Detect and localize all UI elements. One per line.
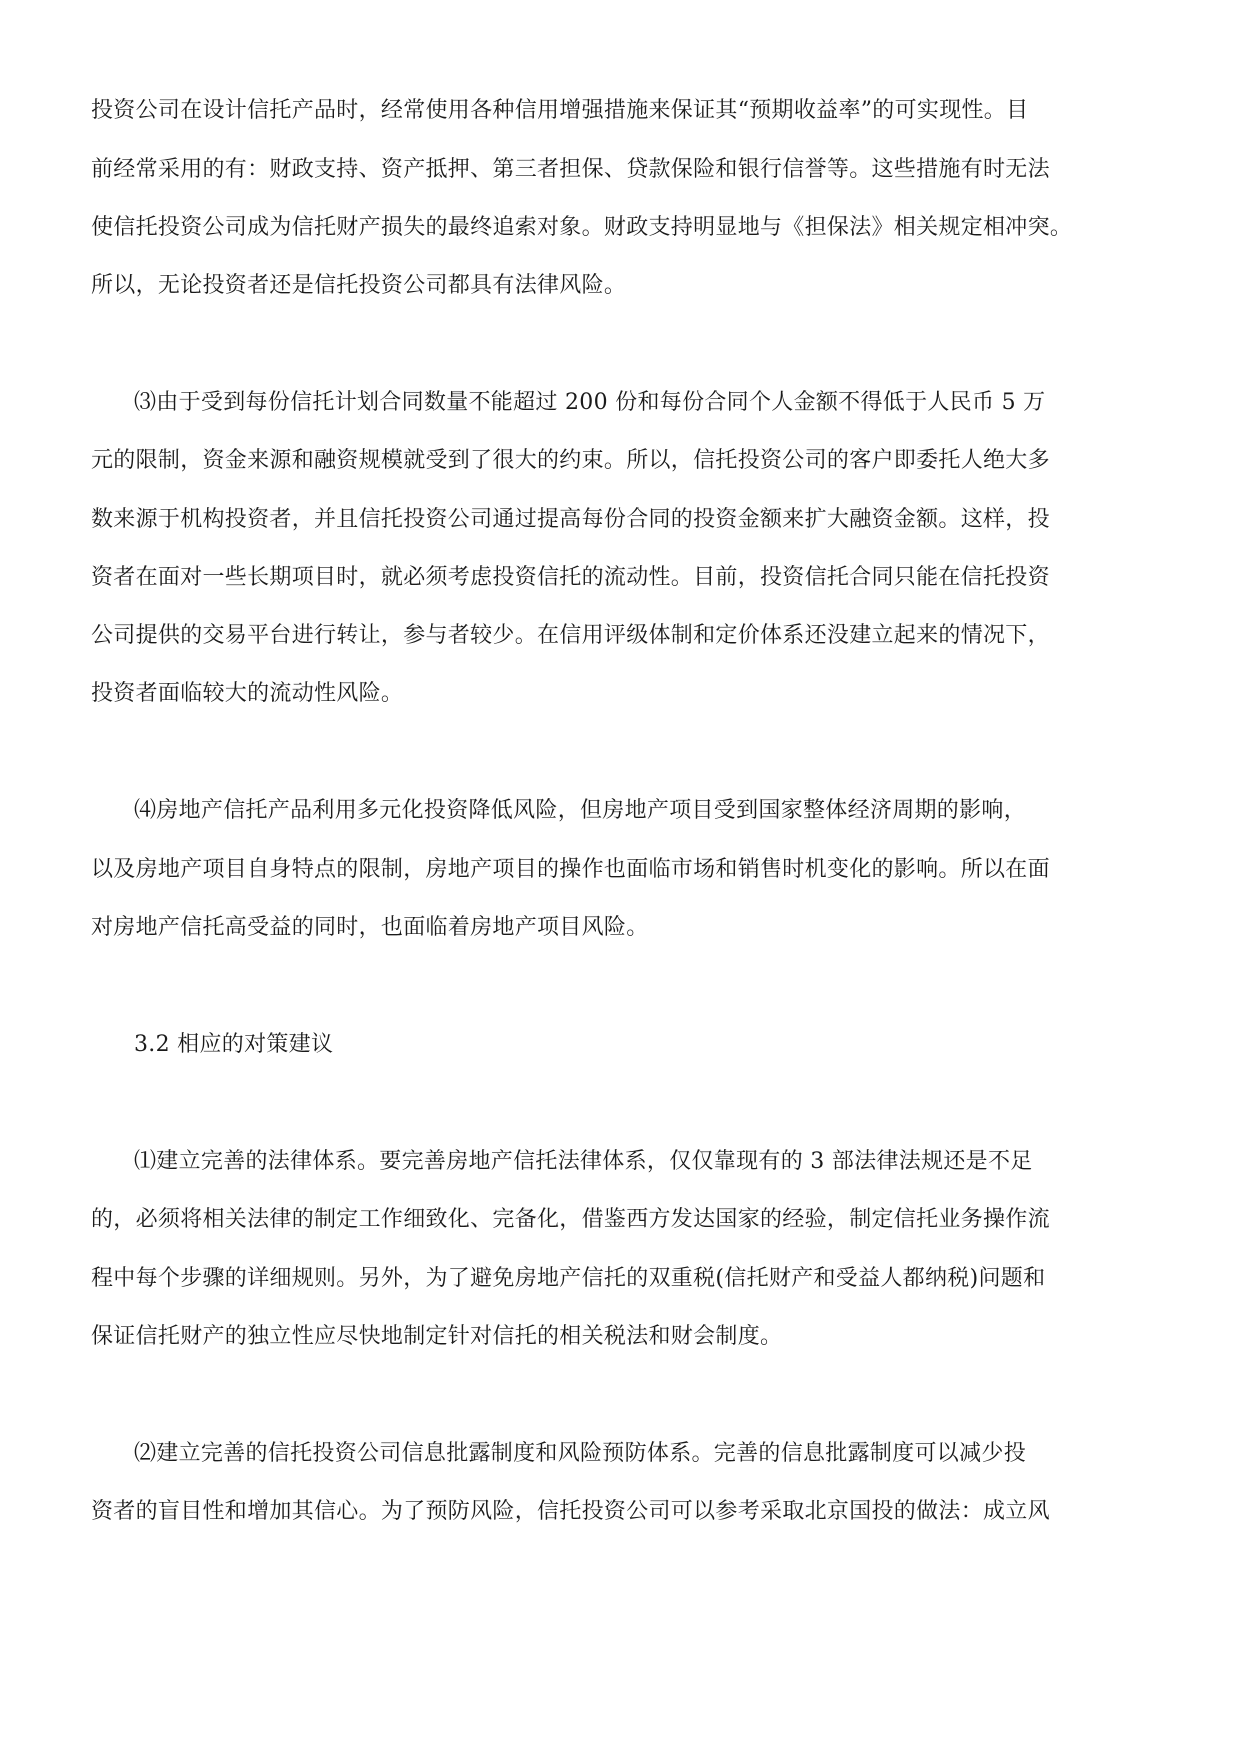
paragraph-line: ⑶由于受到每份信托计划合同数量不能超过 200 份和每份合同个人金额不得低于人民币 5 万: [134, 390, 1046, 415]
paragraph-line: 以及房地产项目自身特点的限制，房地产项目的操作也面临市场和销售时机变化的影响。所以在面: [91, 857, 1050, 882]
paragraph-line: 对房地产信托高受益的同时，也面临着房地产项目风险。: [91, 915, 649, 940]
paragraph-line: 资者在面对一些长期项目时，就必须考虑投资信托的流动性。目前，投资信托合同只能在信托投资: [91, 565, 1050, 590]
paragraph-line: 的，必须将相关法律的制定工作细致化、完备化，借鉴西方发达国家的经验，制定信托业务操作流: [91, 1207, 1050, 1232]
paragraph-line: 前经常采用的有：财政支持、资产抵押、第三者担保、贷款保险和银行信誉等。这些措施有时无法: [91, 157, 1050, 182]
paragraph-line: 资者的盲目性和增加其信心。为了预防风险，信托投资公司可以参考采取北京国投的做法：成立风: [91, 1499, 1050, 1524]
paragraph-line: 投资公司在设计信托产品时，经常使用各种信用增强措施来保证其“预期收益率”的可实现性。目: [91, 98, 1029, 123]
paragraph-line: 保证信托财产的独立性应尽快地制定针对信托的相关税法和财会制度。: [91, 1324, 783, 1349]
paragraph-line: 程中每个步骤的详细规则。另外，为了避免房地产信托的双重税(信托财产和受益人都纳税)问题和: [91, 1266, 1046, 1291]
paragraph-line: 投资者面临较大的流动性风险。: [91, 681, 404, 706]
paragraph-line: 公司提供的交易平台进行转让，参与者较少。在信用评级体制和定价体系还没建立起来的情况下，: [91, 623, 1050, 648]
paragraph-line: 数来源于机构投资者，并且信托投资公司通过提高每份合同的投资金额来扩大融资金额。这样，投: [91, 507, 1050, 532]
paragraph-line: ⑷房地产信托产品利用多元化投资降低风险，但房地产项目受到国家整体经济周期的影响，: [134, 798, 1027, 823]
section-heading: 3.2 相应的对策建议: [134, 1032, 334, 1057]
paragraph-line: 所以，无论投资者还是信托投资公司都具有法律风险。: [91, 273, 627, 298]
paragraph-line: ⑵建立完善的信托投资公司信息批露制度和风险预防体系。完善的信息批露制度可以减少投: [134, 1441, 1027, 1466]
paragraph-line: ⑴建立完善的法律体系。要完善房地产信托法律体系，仅仅靠现有的 3 部法律法规还是不足: [134, 1149, 1033, 1174]
paragraph-line: 使信托投资公司成为信托财产损失的最终追索对象。财政支持明显地与《担保法》相关规定相冲突。: [91, 215, 1073, 240]
paragraph-line: 元的限制，资金来源和融资规模就受到了很大的约束。所以，信托投资公司的客户即委托人绝大多: [91, 448, 1050, 473]
